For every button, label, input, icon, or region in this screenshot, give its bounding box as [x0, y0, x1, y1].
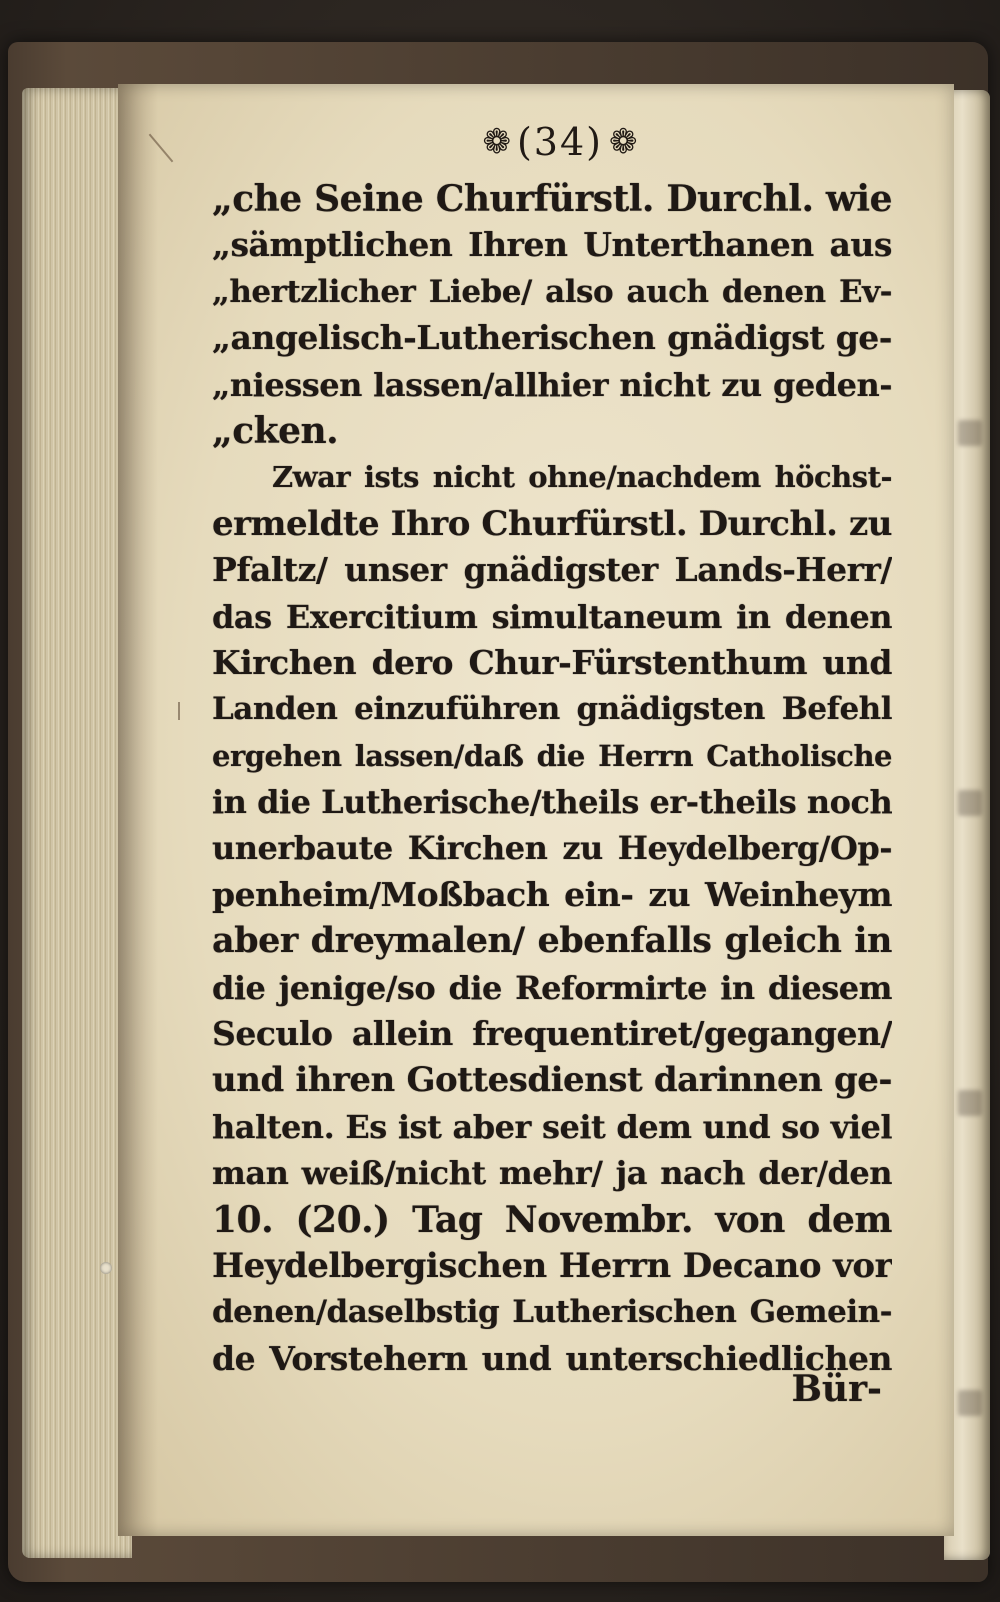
text-line: „angelisch-Lutherischen gnädigst ge- [212, 318, 892, 358]
text-line: „hertzlicher Liebe/ also auch denen Ev- [212, 273, 892, 310]
text-line: „sämptlichen Ihren Unterthanen aus [212, 225, 892, 265]
catchword: Bür- [791, 1368, 882, 1410]
gutter-shadow [118, 84, 158, 1536]
text-line: „niessen lassen/allhier nicht zu geden- [212, 365, 892, 404]
text-line: Heydelbergischen Herrn Decano vor [212, 1245, 892, 1286]
text-line: Seculo allein frequentiret/gegangen/ [212, 1014, 892, 1054]
text-line: 10. (20.) Tag Novembr. von dem [212, 1198, 892, 1241]
body-text [212, 176, 892, 1382]
ink-bleed-mark [958, 790, 982, 816]
page-header [455, 112, 665, 172]
text-line: und ihren Gottesdienst darinnen ge- [212, 1060, 892, 1101]
text-line: de Vorstehern und unterschiedlichen [212, 1338, 892, 1378]
floral-ornament-icon: ❁ [609, 122, 638, 162]
text-line: halten. Es ist aber seit dem und so viel [212, 1107, 892, 1146]
text-line: Pfaltz/ unser gnädigster Lands-Herr/ [212, 550, 892, 590]
left-page-edges [22, 88, 132, 1558]
page-mark [178, 702, 180, 720]
text-line: „che Seine Churfürstl. Durchl. wie [212, 178, 892, 220]
ink-bleed-mark [958, 1090, 982, 1116]
page-number: (34) [516, 120, 603, 164]
ink-bleed-mark [958, 1390, 982, 1416]
text-line: Kirchen dero Chur-Fürstenthum und [212, 642, 892, 682]
text-line: ergehen lassen/daß die Herrn Catholische [212, 738, 892, 773]
text-line: die jenige/so die Reformirte in diesem [212, 968, 892, 1007]
text-line: in die Lutherische/theils er-theils noch [212, 783, 892, 822]
text-line: man weiß/nicht mehr/ ja nach der/den [212, 1154, 892, 1193]
text-line: Landen einzuführen gnädigsten Befehl [212, 691, 892, 728]
ink-bleed-mark [958, 420, 982, 446]
text-line: „cken. [212, 409, 339, 452]
text-line: ermeldte Ihro Churfürstl. Durchl. zu [212, 503, 892, 544]
text-line: denen/daselbstig Lutherischen Gemein- [212, 1294, 892, 1331]
text-line: Zwar ists nicht ohne/nachdem höchst- [272, 460, 892, 495]
text-line: unerbaute Kirchen zu Heydelberg/Op- [212, 829, 892, 868]
floral-ornament-icon: ❁ [482, 122, 511, 162]
page-hole [100, 1262, 112, 1274]
text-line: das Exercitium simultaneum in denen [212, 597, 892, 636]
text-line: aber dreymalen/ ebenfalls gleich in [212, 920, 892, 962]
text-line: penheim/Moßbach ein- zu Weinheym [212, 874, 892, 914]
